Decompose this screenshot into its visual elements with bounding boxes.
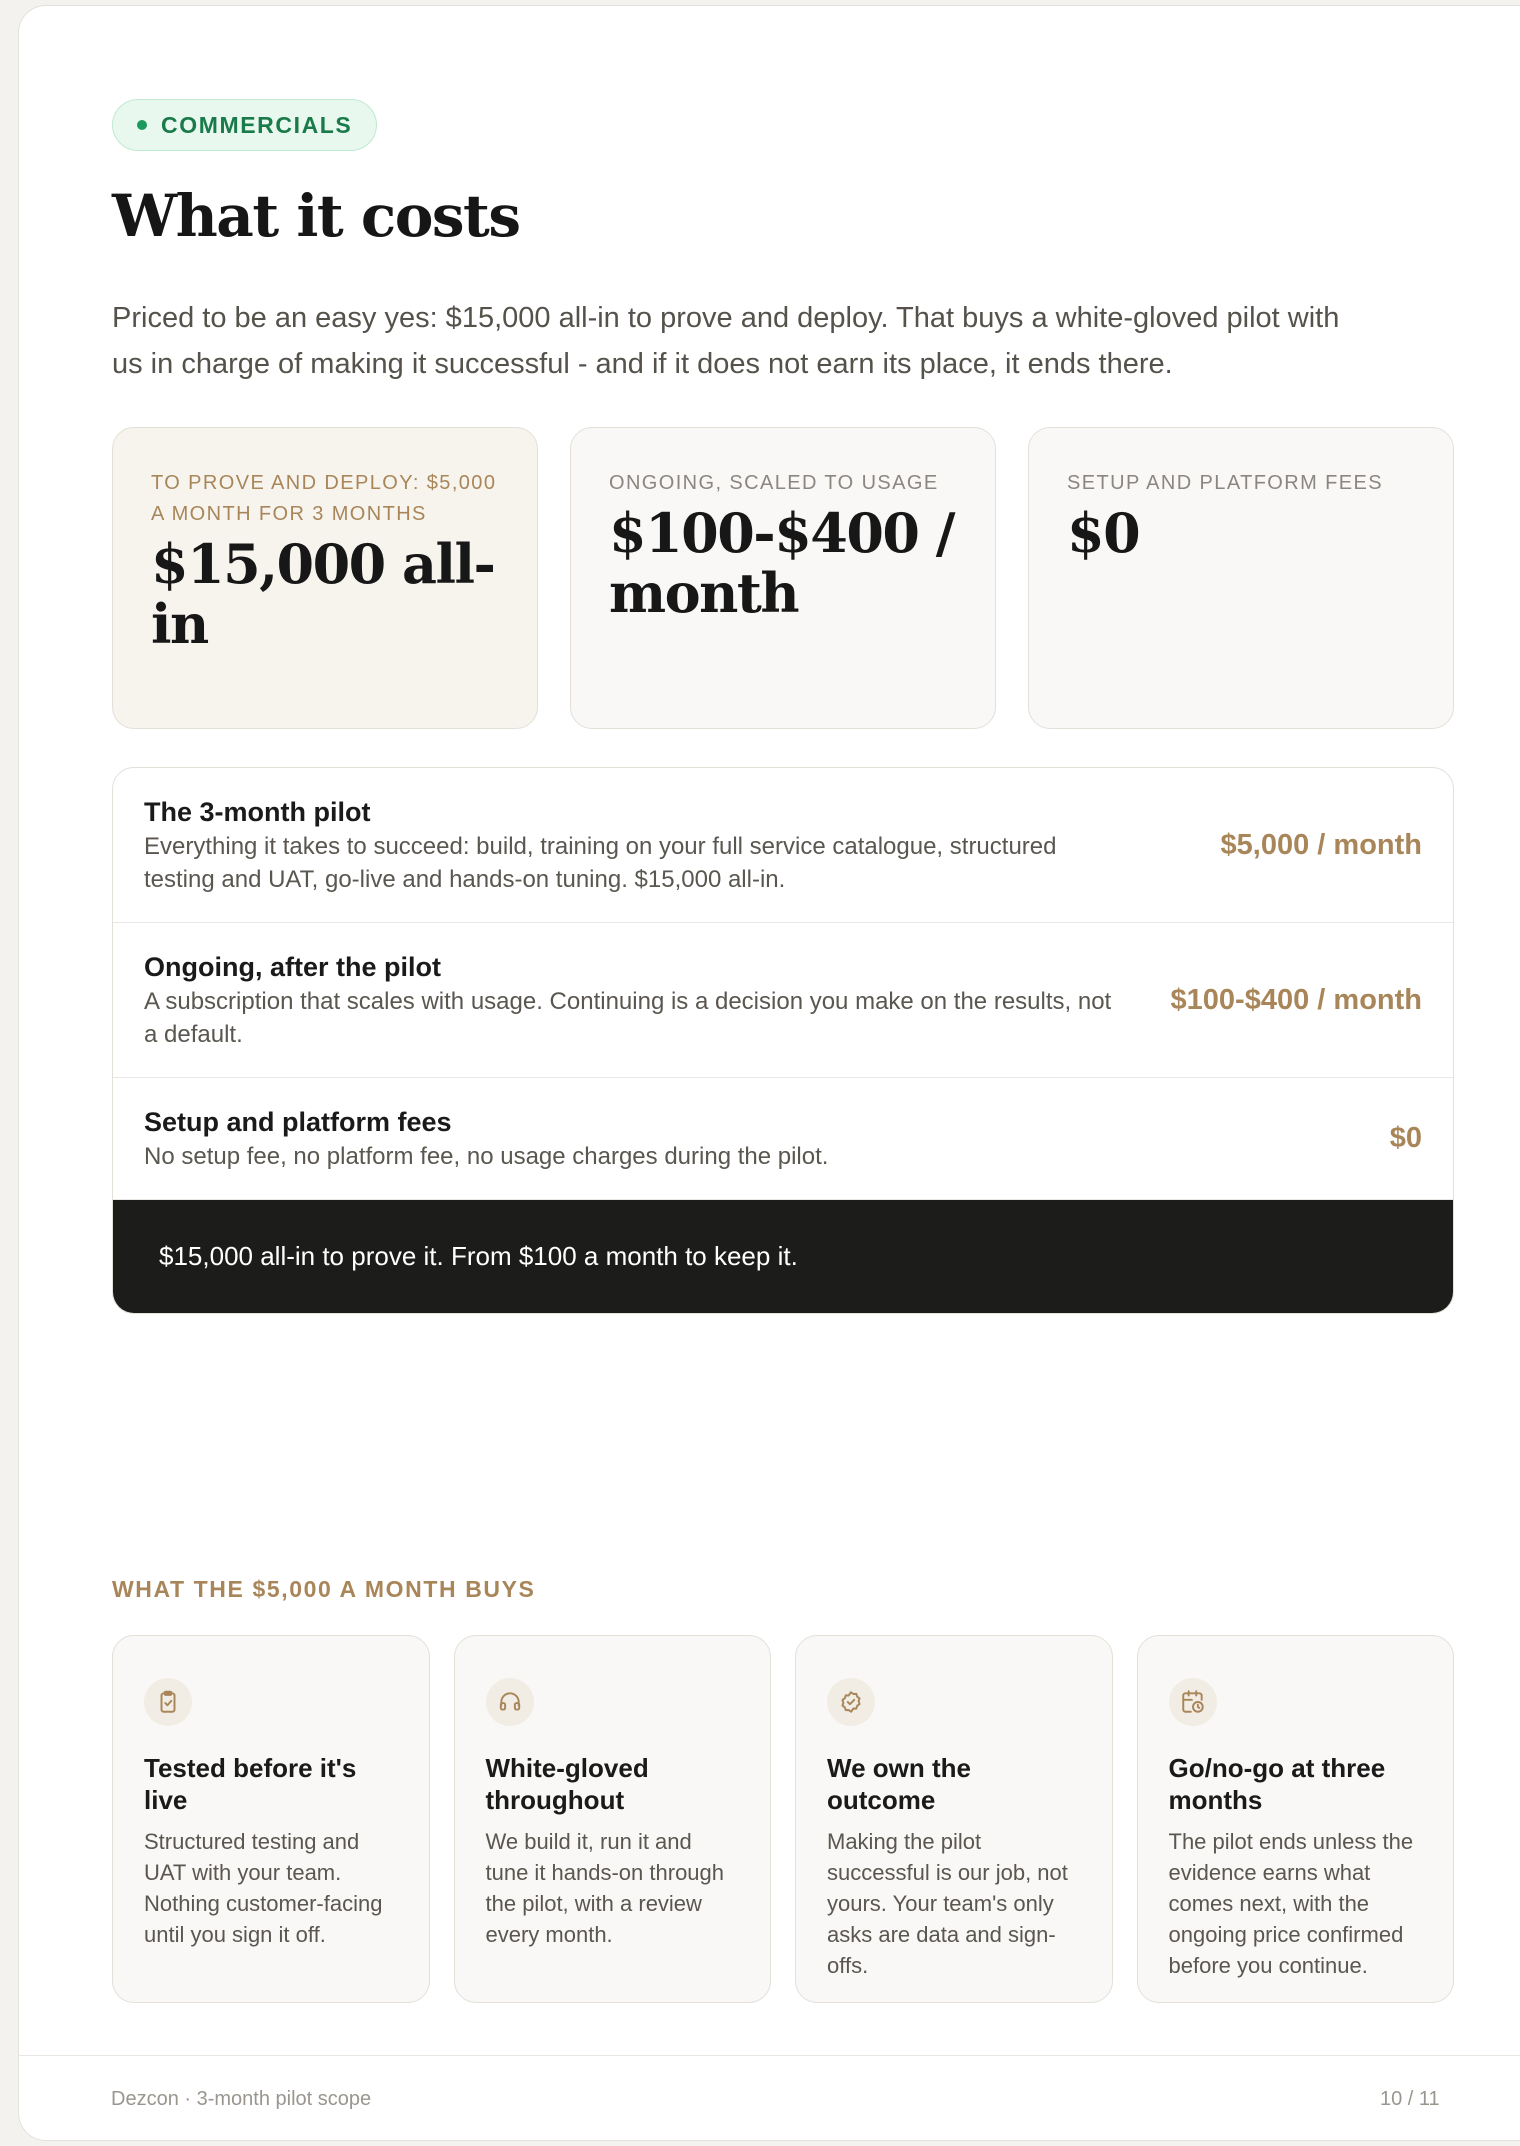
benefit-card (795, 1635, 1113, 2003)
benefit-card-title: White-gloved throughout (485, 1753, 649, 1815)
page-card (18, 5, 1520, 2141)
pricing-row-desc: Everything it takes to succeed: build, training on your full service catalogue, structured testing and UAT, go-live and hands-on tuning. $15,000 all-in. (144, 833, 1057, 893)
intro-paragraph: Priced to be an easy yes: $15,000 all-in to prove and deploy. That buys a white-gloved pilot with us in charge of making it successful - and if it does not earn its place, it ends there. (112, 302, 1340, 380)
stat-label: ONGOING, SCALED TO USAGE (609, 472, 939, 494)
calendar-clock-icon (1169, 1678, 1217, 1726)
benefit-cards (112, 1635, 1454, 2003)
pricing-table (112, 767, 1454, 1314)
pricing-row-desc: A subscription that scales with usage. Continuing is a decision you make on the results, not a default. (144, 988, 1112, 1048)
pricing-row-title: Setup and platform fees (144, 1107, 452, 1137)
pricing-row-price: $100-$400 / month (1170, 983, 1422, 1016)
page-number: 10 / 11 (1380, 2088, 1440, 2110)
section-label: WHAT THE $5,000 A MONTH BUYS (112, 1576, 536, 1602)
pricing-row-desc: No setup fee, no platform fee, no usage charges during the pilot. (144, 1143, 829, 1170)
clipboard-check-icon (144, 1678, 192, 1726)
benefit-card-title: We own the outcome (827, 1753, 971, 1815)
stat-label: TO PROVE AND DEPLOY: $5,000 A MONTH FOR 3 MONTHS (151, 472, 497, 525)
pricing-row-price: $5,000 / month (1220, 828, 1422, 861)
pricing-row-price: $0 (1389, 1122, 1422, 1154)
benefit-card-desc: The pilot ends unless the evidence earns what comes next, with the ongoing price confirmed before you continue. (1168, 1829, 1414, 1978)
benefit-card-desc: We build it, run it and tune it hands-on through the pilot, with a review every month. (485, 1829, 725, 1947)
pricing-row (113, 923, 1453, 1078)
stat-card-ongoing (570, 427, 996, 729)
stat-value: $0 (1067, 501, 1140, 565)
stat-cards (112, 427, 1454, 729)
pricing-row-title: Ongoing, after the pilot (144, 952, 441, 982)
pricing-row (113, 768, 1453, 923)
section-badge (112, 99, 377, 151)
stat-label: SETUP AND PLATFORM FEES (1067, 472, 1383, 494)
benefit-card-desc: Structured testing and UAT with your team. Nothing customer-facing until you sign it off. (144, 1829, 383, 1947)
benefit-card-title: Go/no-go at three months (1168, 1753, 1386, 1815)
page-footer (19, 2055, 1520, 2142)
summary-banner: $15,000 all-in to prove it. From $100 a month to keep it. (113, 1200, 1453, 1313)
pricing-row-text (144, 794, 1124, 896)
pricing-row-text (144, 1104, 1124, 1173)
pricing-row-title: The 3-month pilot (144, 797, 371, 827)
pricing-row (113, 1078, 1453, 1200)
slide-content (112, 99, 1454, 2003)
benefit-card (112, 1635, 430, 2003)
badge-check-icon (827, 1678, 875, 1726)
badge-label: COMMERCIALS (161, 111, 353, 138)
stat-card-pilot (112, 427, 538, 729)
stat-value: $15,000 all-in (151, 532, 495, 656)
benefit-card (1137, 1635, 1455, 2003)
footer-doc-title: Dezcon · 3-month pilot scope (111, 2088, 372, 2110)
headset-icon (486, 1678, 534, 1726)
page-title: What it costs (112, 182, 520, 250)
pricing-row-text (144, 949, 1124, 1051)
stat-value: $100-$400 / month (609, 501, 955, 625)
benefit-card (454, 1635, 772, 2003)
badge-dot-icon (137, 120, 147, 130)
benefit-card-title: Tested before it's live (144, 1753, 357, 1815)
stat-card-fees (1028, 427, 1454, 729)
benefit-card-desc: Making the pilot successful is our job, not yours. Your team's only asks are data and sign-offs. (827, 1829, 1068, 1978)
